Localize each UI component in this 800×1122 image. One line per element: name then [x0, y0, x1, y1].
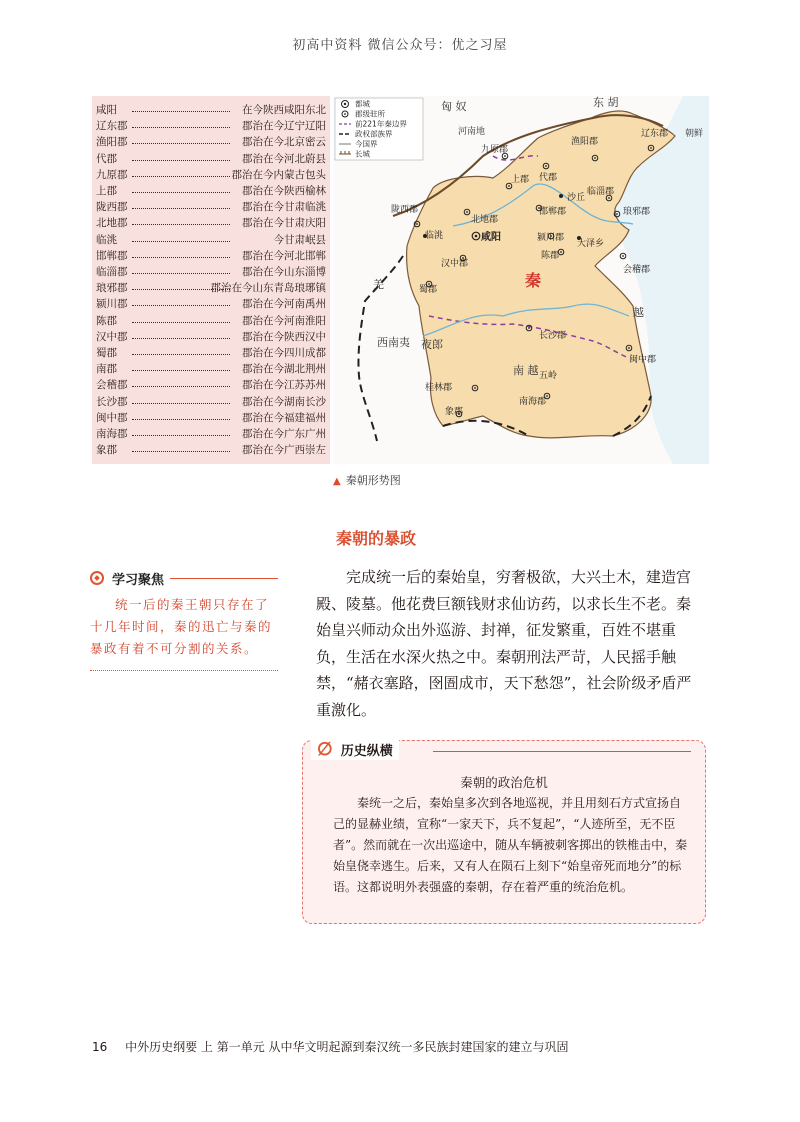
- commandery-location: 郡治在今北京密云: [242, 136, 326, 149]
- label-langya: 琅邪郡: [623, 207, 651, 217]
- commandery-symbol-dot: [344, 113, 346, 115]
- commandery-location: 郡治在今广东广州: [242, 428, 326, 440]
- legend-label-221bc: 前221年秦边界: [355, 119, 407, 129]
- section-title: 秦朝的暴政: [336, 529, 417, 548]
- label-linzi: 临淄郡: [587, 187, 615, 197]
- label-donghu: 东 胡: [593, 96, 619, 109]
- commandery-location: 郡治在今辽宁辽阳: [242, 120, 326, 133]
- commandery-location: 郡治在今河南禹州: [242, 298, 326, 311]
- commandery-row: [96, 361, 326, 377]
- commandery-name: 南郡: [96, 363, 117, 376]
- commandery-location: 郡治在今广西崇左: [242, 444, 326, 457]
- commandery-row: [96, 329, 326, 345]
- commandery-row: [96, 134, 326, 150]
- dot-leader: [132, 354, 230, 355]
- legend-label-national: 今国界: [355, 139, 378, 149]
- commandery-name: 陈郡: [96, 314, 117, 327]
- commandery-name: 长沙郡: [96, 395, 128, 408]
- commandery-row: [96, 232, 326, 248]
- map-svg: [333, 96, 709, 464]
- label-changsha: 长沙郡: [539, 331, 567, 341]
- dot-leader: [132, 208, 230, 209]
- commandery-name: 蜀郡: [96, 347, 117, 359]
- commandery-row: [96, 151, 326, 167]
- commandery-name: 会稽郡: [96, 379, 128, 392]
- commandery-row: [96, 345, 326, 361]
- dot-leader: [132, 127, 230, 128]
- map-caption: [333, 472, 401, 488]
- dot-leader: [132, 241, 230, 242]
- legend-label-political: 政权部族界: [355, 129, 393, 139]
- commandery-row: [96, 264, 326, 280]
- commandery-name: 琅邪郡: [96, 282, 128, 295]
- label-beidi: 北地郡: [471, 215, 499, 225]
- commandery-location-list: [92, 96, 330, 464]
- history-badge: [311, 739, 399, 760]
- divider-dotted: [90, 670, 278, 671]
- dot-leader: [132, 273, 230, 274]
- history-box-text: 秦统一之后，秦始皇多次到各地巡视，并且用刻石方式宣扬自己的显赫业绩，宣称“一家天下，兵不复起”，“人迹所至，无不臣者”。然而就在一次出巡途中，随从车辆被刺客掷出的铁椎击中，秦始皇侥幸逃生。后来，又有人在陨石上刻下“始皇帝死而地分”的标语。这都说明外表强盛的秦朝，存在着严重的统治危机。: [333, 796, 688, 894]
- dot-leader: [132, 111, 230, 112]
- label-guilin: 桂林郡: [425, 383, 453, 393]
- dot-leader: [132, 403, 230, 404]
- target-icon: [90, 571, 104, 585]
- legend-label-wall: 长城: [355, 149, 370, 159]
- divider: [170, 578, 278, 579]
- commandery-name: 颍川郡: [96, 298, 128, 311]
- commandery-name: 邯郸郡: [96, 249, 128, 262]
- commandery-name: 临洮: [96, 233, 117, 246]
- commandery-name: 汉中郡: [96, 330, 128, 343]
- label-nanyue: 南 越: [513, 364, 539, 377]
- commandery-name: 象郡: [96, 444, 117, 457]
- commandery-row: [96, 167, 326, 183]
- dot-leader: [132, 305, 230, 306]
- label-wuling: 五岭: [539, 371, 558, 381]
- history-icon: ∅: [317, 739, 333, 760]
- label-xiang: 象郡: [445, 407, 464, 417]
- commandery-name: 代郡: [96, 152, 117, 165]
- commandery-name: 渔阳郡: [96, 136, 128, 149]
- map-caption-text: 秦朝形势图: [345, 474, 401, 487]
- main-paragraph: 完成统一后的秦始皇，穷奢极欲，大兴土木，建造宫殿、陵墓。他花费巨额钱财求仙访药，以求长生不老。秦始皇兴师动众出外巡游、封禅，征发繁重，百姓不堪重负，生活在水深火热之中。秦朝刑法严苛，人民摇手触禁，“赭衣塞路，囹圄成市，天下愁怨”，社会阶级矛盾严重激化。: [316, 568, 692, 719]
- dot-leader: [132, 370, 230, 371]
- commandery-row: [96, 377, 326, 393]
- label-chaoxian: 朝鲜: [685, 129, 704, 139]
- commandery-name: 九原郡: [96, 168, 128, 181]
- commandery-row: [96, 248, 326, 264]
- dot-leader: [132, 257, 230, 258]
- label-liaodong: 辽东郡: [641, 129, 669, 139]
- commandery-name: 咸阳: [96, 104, 117, 116]
- dot-leader: [132, 224, 230, 225]
- label-handan: 邯郸郡: [539, 207, 567, 217]
- caption-triangle-icon: ▲: [333, 476, 341, 487]
- commandery-location: 郡治在今湖北荆州: [242, 363, 326, 376]
- label-shang: 上郡: [511, 175, 530, 185]
- commandery-row: [96, 183, 326, 199]
- commandery-name: 陇西郡: [96, 201, 128, 214]
- legend-label-capital: 都城: [355, 99, 370, 109]
- label-longxi: 陇西郡: [391, 205, 419, 215]
- commandery-location: 郡治在今甘肃庆阳: [242, 217, 326, 230]
- label-dai: 代郡: [539, 173, 558, 183]
- label-yelang: 夜郎: [421, 338, 443, 351]
- commandery-name: 临淄郡: [96, 266, 128, 278]
- label-yuyang: 渔阳郡: [571, 137, 599, 147]
- history-sidebar-box: [302, 740, 706, 924]
- page-number: 16: [92, 1040, 108, 1054]
- commandery-row: [96, 102, 326, 118]
- commandery-row: [96, 410, 326, 426]
- commandery-row: [96, 426, 326, 442]
- legend-label-commandery: 郡级驻所: [355, 109, 385, 119]
- commandery-location: 郡治在今陕西榆林: [242, 185, 326, 197]
- divider: [433, 751, 691, 752]
- commandery-row: [96, 118, 326, 134]
- dot-leader: [132, 143, 230, 144]
- dot-leader: [132, 451, 230, 452]
- commandery-location: 郡治在今甘肃临洮: [242, 201, 326, 214]
- label-shaqiu: 沙丘: [567, 193, 586, 203]
- dot-leader: [132, 386, 230, 387]
- commandery-name: 北地郡: [96, 217, 128, 230]
- label-henan: 河南地: [458, 127, 486, 137]
- label-qin: 秦: [525, 271, 542, 290]
- history-box-label: 历史纵横: [340, 744, 393, 759]
- commandery-location: 郡治在今河北蔚县: [242, 152, 326, 165]
- commandery-location: 郡治在今山东青岛琅琊镇: [210, 282, 326, 295]
- label-yue: 越: [633, 306, 644, 319]
- page-header: 初高中资料 微信公众号：优之习屋: [292, 38, 508, 53]
- legend-great-wall: [339, 151, 351, 154]
- page-footer: [92, 1038, 569, 1055]
- commandery-name: 辽东郡: [96, 120, 128, 133]
- commandery-location: 在今陕西咸阳东北: [242, 104, 326, 116]
- dot-leader: [132, 338, 230, 339]
- commandery-location: 郡治在今福建福州: [242, 411, 326, 424]
- label-nanhai: 南海郡: [519, 397, 547, 407]
- dot-leader: [132, 192, 230, 193]
- commandery-row: [96, 394, 326, 410]
- commandery-row: [96, 296, 326, 312]
- capital-symbol-dot: [344, 103, 346, 105]
- label-kuaiji: 会稽郡: [623, 265, 651, 275]
- label-minzhong: 闽中郡: [629, 355, 657, 365]
- commandery-row: [96, 199, 326, 215]
- label-qiang: 羌: [373, 278, 384, 291]
- label-xiongnu: 匈 奴: [441, 100, 467, 113]
- commandery-location: 今甘肃岷县: [273, 233, 326, 246]
- label-hanzhong: 汉中郡: [441, 259, 469, 269]
- commandery-location: 郡治在今河南淮阳: [242, 314, 326, 327]
- commandery-name: 南海郡: [96, 428, 128, 440]
- commandery-row: [96, 215, 326, 231]
- commandery-location: 郡治在今山东淄博: [242, 266, 326, 278]
- commandery-row: [96, 280, 326, 296]
- label-daze: 大泽乡: [577, 239, 605, 249]
- dot-leader: [132, 419, 230, 420]
- label-yingchuan: 颍川郡: [537, 233, 565, 243]
- commandery-location: 郡治在今河北邯郸: [242, 249, 326, 262]
- commandery-location: 郡治在今江苏苏州: [242, 379, 326, 392]
- label-jiuyuan: 九原郡: [481, 145, 509, 155]
- commandery-row: [96, 442, 326, 458]
- qin-dynasty-map: [333, 96, 709, 464]
- label-xinan: 西南夷: [377, 336, 410, 349]
- commandery-row: [96, 313, 326, 329]
- commandery-location: 郡治在今陕西汉中: [242, 330, 326, 343]
- commandery-name: 上郡: [96, 185, 117, 197]
- dot-leader: [132, 160, 230, 161]
- commandery-name: 闽中郡: [96, 411, 128, 424]
- history-box-title: 秦朝的政治危机: [460, 775, 548, 790]
- label-lintao: 临洮: [425, 231, 444, 241]
- label-xianyang: 咸阳: [481, 232, 501, 243]
- label-chen: 陈郡: [541, 251, 560, 261]
- dot-leader: [132, 322, 230, 323]
- footer-text: 中外历史纲要 上 第一单元 从中华文明起源到秦汉统一多民族封建国家的建立与巩固: [125, 1040, 569, 1054]
- commandery-location: 郡治在今内蒙古包头: [231, 168, 326, 181]
- learning-focus: [90, 568, 278, 671]
- learning-focus-body: 统一后的秦王朝只存在了十几年时间，秦的迅亡与秦的暴政有着不可分割的关系。: [90, 597, 273, 656]
- commandery-location: 郡治在今湖南长沙: [242, 395, 326, 408]
- label-shu: 蜀郡: [419, 285, 438, 295]
- learning-focus-title: 学习聚焦: [112, 572, 165, 588]
- dot-leader: [132, 176, 230, 177]
- dot-leader: [132, 435, 230, 436]
- commandery-location: 郡治在今四川成都: [242, 347, 326, 359]
